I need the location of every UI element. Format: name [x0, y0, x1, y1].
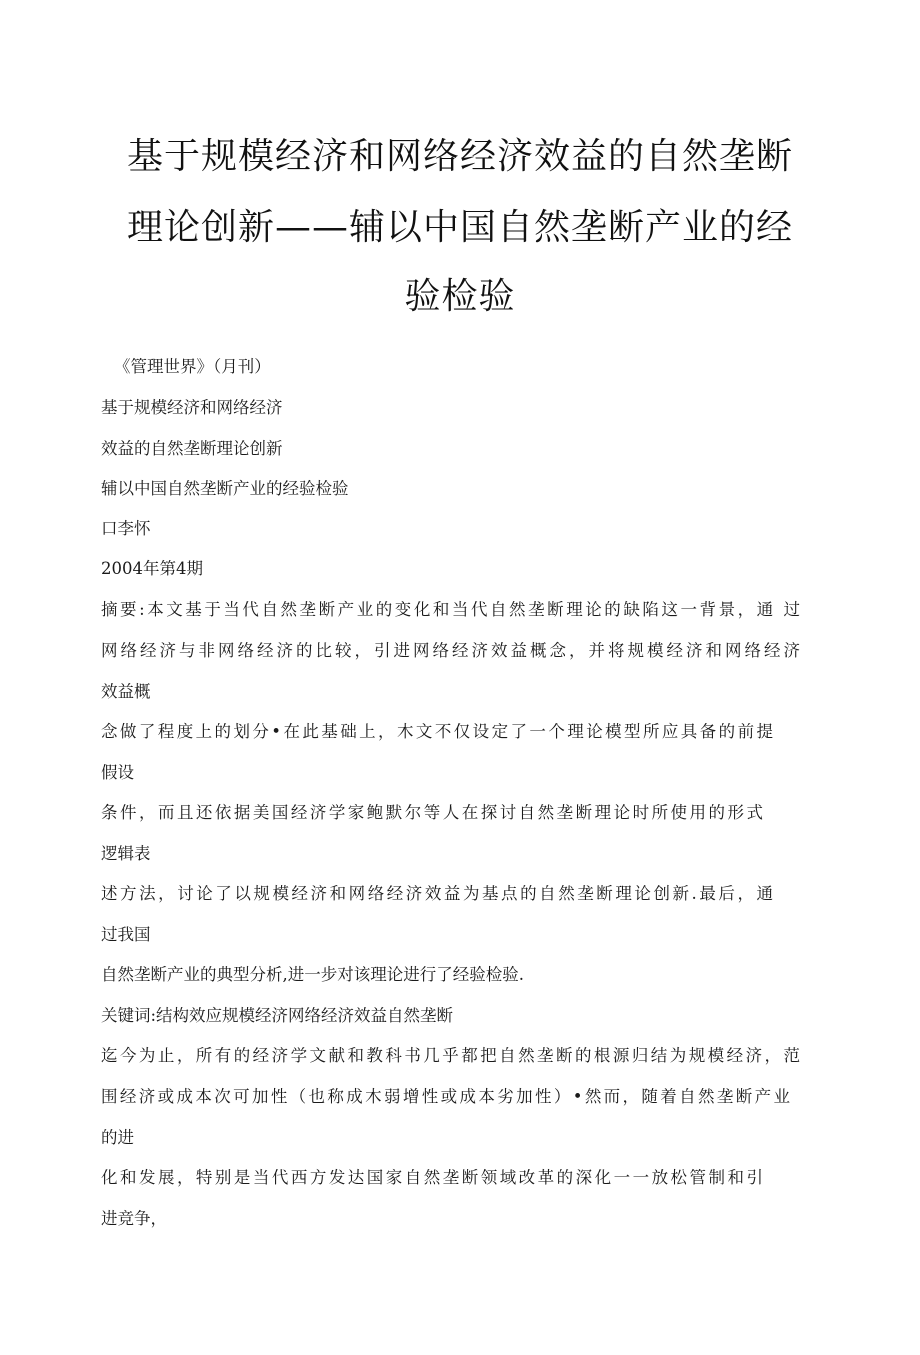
- abstract-line-1: 摘要:本文基于当代自然垄断产业的变化和当代自然垄断理论的缺陷这一背景，通 过: [101, 600, 800, 619]
- abstract-line-4: 念做了程度上的划分•在此基础上，木文不仅设定了一个理论模型所应具备的前提: [101, 722, 773, 741]
- issue-info: 2004年第4期: [101, 559, 203, 578]
- body-line-2: 围经济或成本次可加性（也称成木弱增性或成本劣加性）•然而，随着自然垄断产业: [101, 1087, 790, 1106]
- body-line-3: 的进: [101, 1128, 134, 1147]
- abstract-line-9: 过我国: [101, 925, 151, 944]
- subtitle-line-1: 基于规模经济和网络经济: [101, 398, 283, 417]
- title-line-3: 验检验: [404, 276, 516, 317]
- abstract-line-8: 述方法，讨论了以规模经济和网络经济效益为基点的自然垄断理论创新.最后，通: [101, 884, 773, 903]
- journal-name: 《管理世界》（月刊）: [114, 357, 271, 376]
- abstract-line-7: 逻辑表: [101, 844, 151, 863]
- body-line-5: 进竞争，: [101, 1209, 167, 1228]
- body-line-1: 迄今为止，所有的经济学文献和教科书几乎都把自然垄断的根源归结为规模经济，范: [101, 1046, 800, 1065]
- body-line-4: 化和发展，特别是当代西方发达国家自然垄断领域改革的深化一一放松管制和引: [101, 1168, 763, 1187]
- subtitle-line-2: 效益的自然垄断理论创新: [101, 439, 283, 458]
- abstract-line-5: 假设: [101, 763, 134, 782]
- keywords: 关键词:结构效应规模经济网络经济效益自然垄断: [101, 1006, 454, 1025]
- author: 口李怀: [101, 519, 151, 538]
- abstract-line-2: 网络经济与非网络经济的比较，引进网络经济效益概念，并将规模经济和网络经济: [101, 641, 800, 660]
- title-line-2: 理论创新——辅以中国自然垄断产业的经: [126, 207, 793, 248]
- abstract-line-3: 效益概: [101, 682, 151, 701]
- abstract-line-10: 自然垄断产业的典型分析,进一步对该理论进行了经验检验.: [101, 965, 524, 984]
- subtitle-line-3: 辅以中国自然垄断产业的经验检验: [101, 479, 349, 498]
- abstract-line-6: 条件，而且还依据美国经济学家鲍默尔等人在探讨自然垄断理论时所使用的形式: [101, 803, 763, 822]
- title-line-1: 基于规模经济和网络经济效益的自然垄断: [126, 136, 793, 177]
